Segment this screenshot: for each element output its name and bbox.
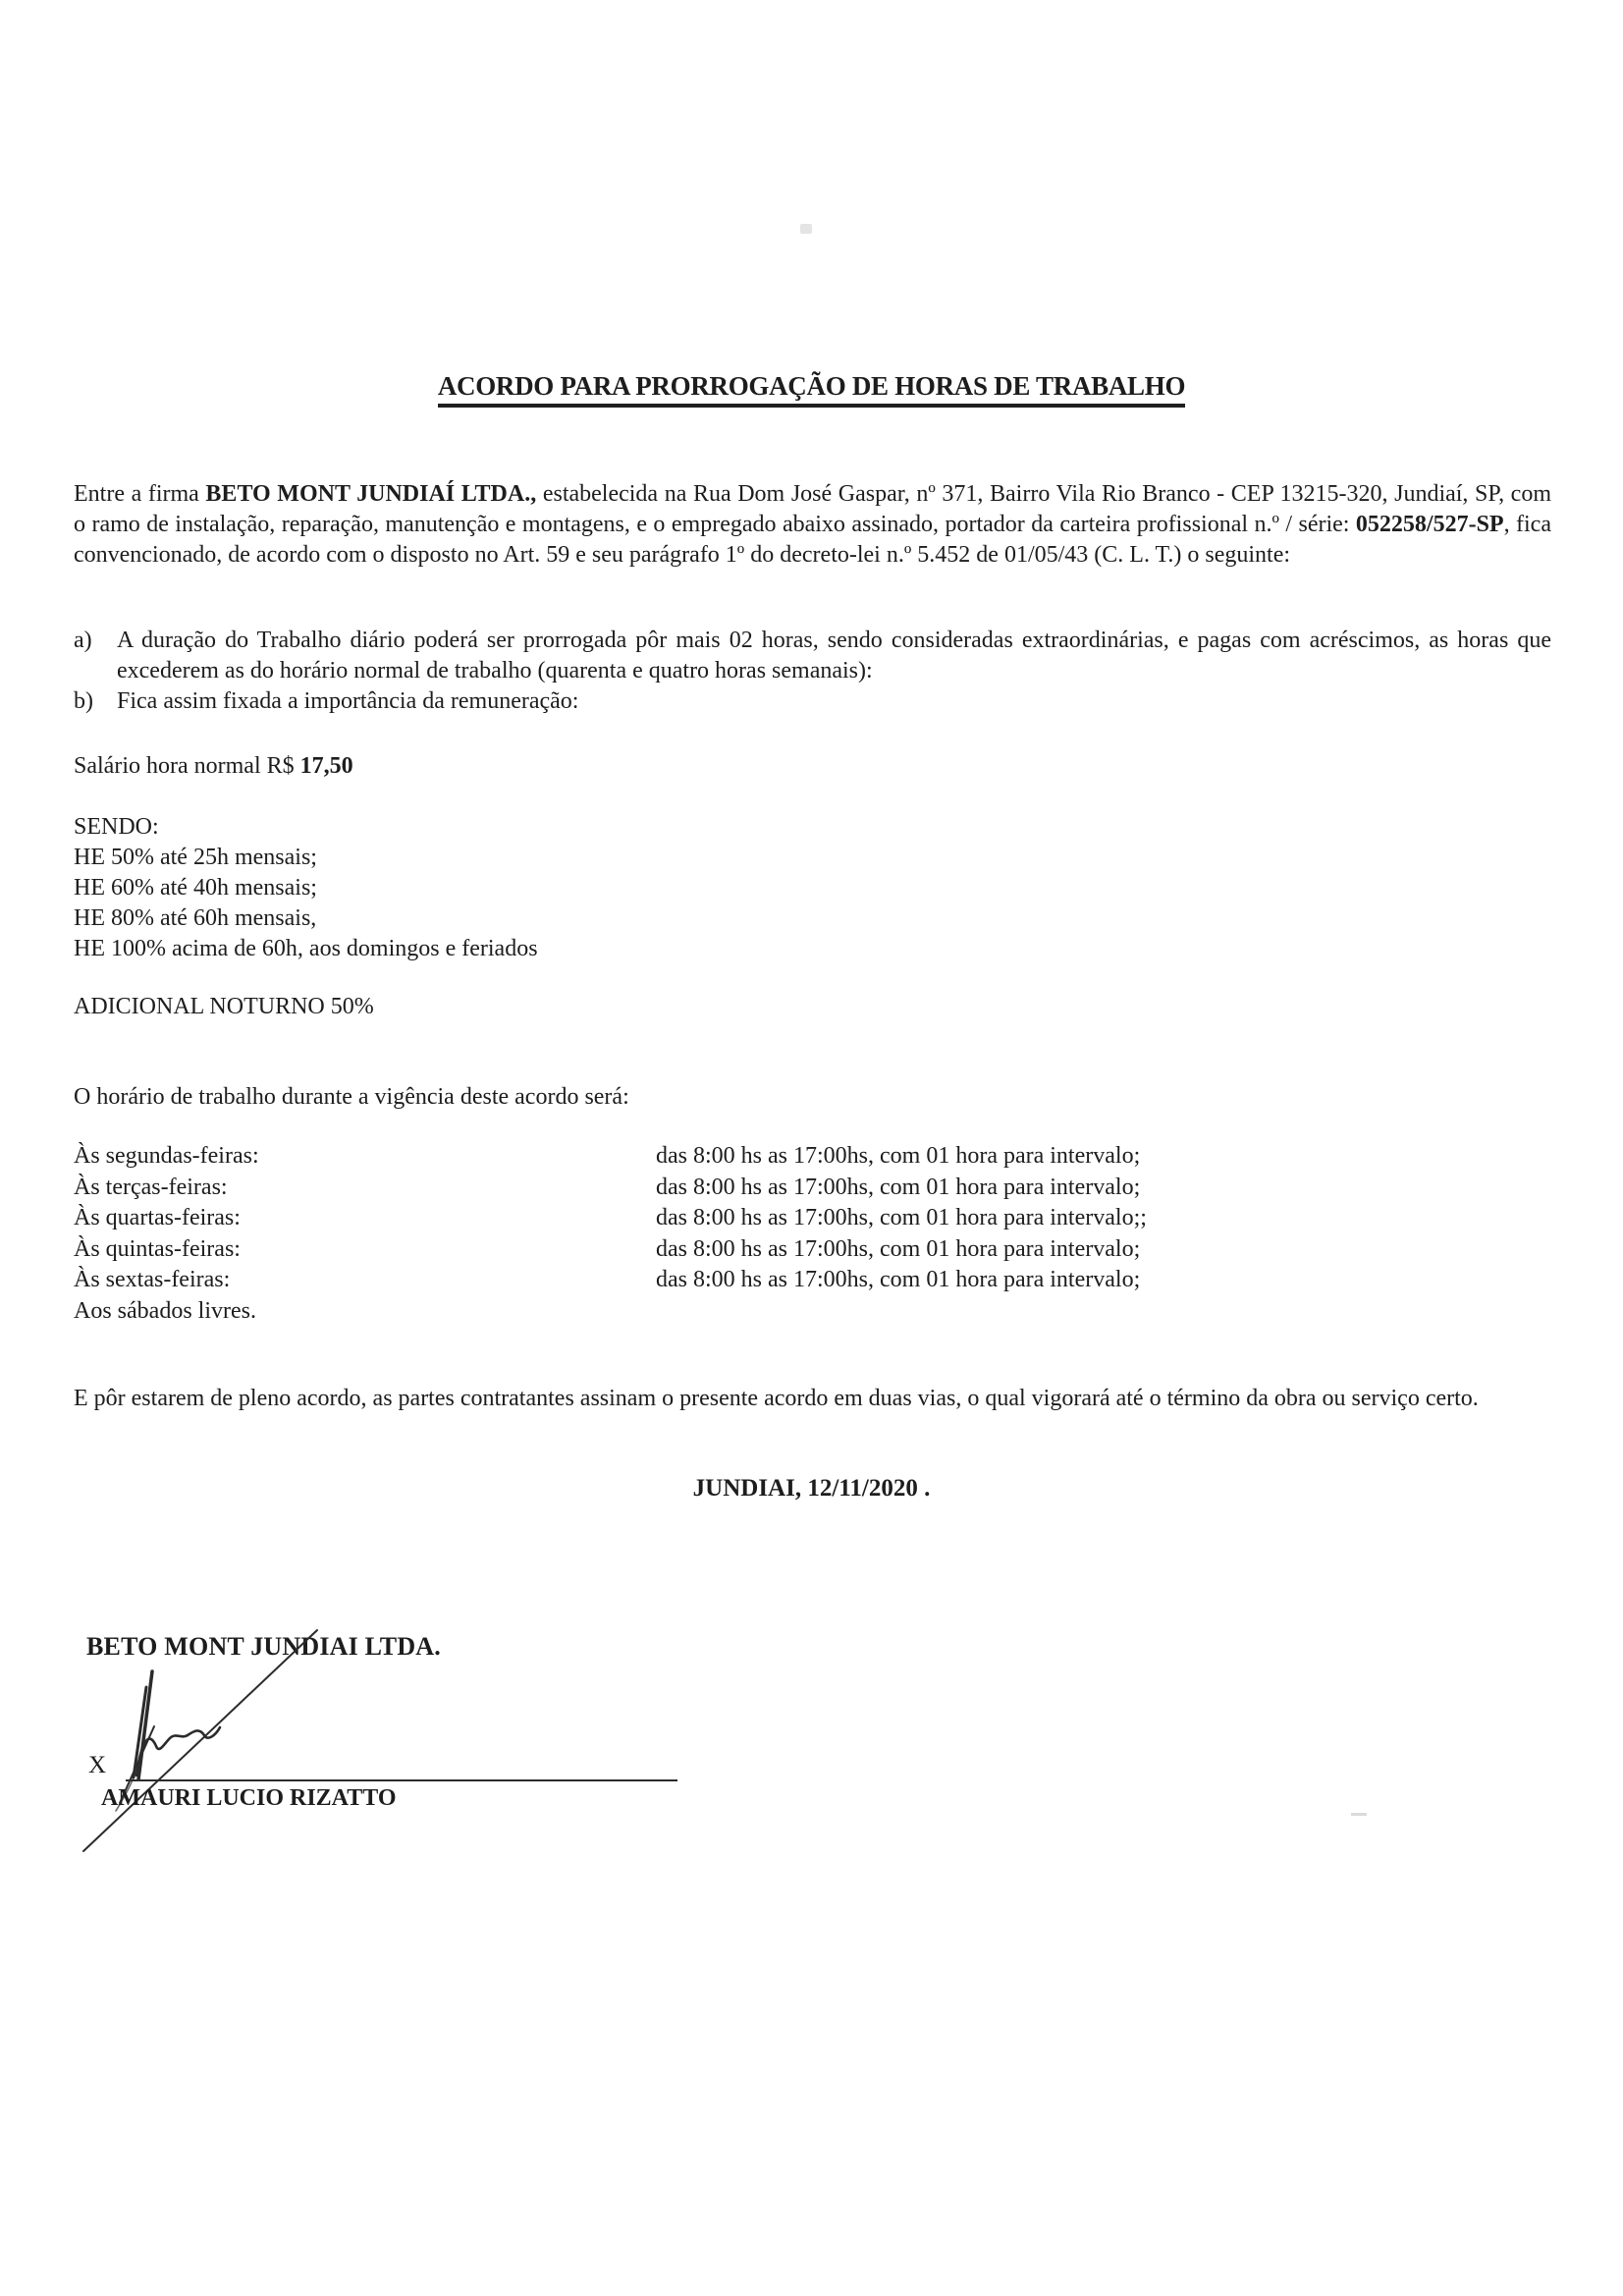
schedule-hours: das 8:00 hs as 17:00hs, com 01 hora para intervalo; — [656, 1143, 1141, 1169]
schedule-day: Às sextas-feiras: — [74, 1267, 231, 1292]
schedule-row-monday — [74, 1141, 1551, 1173]
clause-b-marker: b) — [74, 688, 93, 714]
schedule-intro: O horário de trabalho durante a vigência deste acordo será: — [74, 1084, 629, 1110]
closing-paragraph: E pôr estarem de pleno acordo, as partes contratantes assinam o presente acordo em duas vias, o qual vigorará até o término da obra ou serviço certo. — [74, 1386, 1479, 1411]
signature-company-name: BETO MONT JUNDIAI LTDA. — [86, 1632, 441, 1661]
signature-x-mark: X — [88, 1752, 107, 1778]
intro-company-name: BETO MONT JUNDIAÍ LTDA., — [205, 481, 537, 507]
salary-value: 17,50 — [299, 753, 353, 779]
date-line: JUNDIAI, 12/11/2020 . — [692, 1475, 931, 1502]
signature-mark — [59, 1611, 452, 1895]
schedule-hours — [656, 1296, 1551, 1328]
clause-a — [74, 626, 1551, 686]
schedule-row-wednesday — [74, 1203, 1551, 1234]
schedule-day: Às quartas-feiras: — [74, 1205, 241, 1230]
document-title: ACORDO PARA PRORROGAÇÃO DE HORAS DE TRABALHO — [438, 371, 1185, 408]
overtime-rate-80: HE 80% até 60h mensais, — [74, 905, 317, 931]
schedule-row-thursday — [74, 1234, 1551, 1266]
clause-b — [74, 686, 1551, 717]
schedule-hours: das 8:00 hs as 17:00hs, com 01 hora para intervalo; — [656, 1267, 1141, 1292]
scan-artifact-bottom-right — [1351, 1813, 1367, 1816]
schedule-day: Aos sábados livres. — [74, 1297, 256, 1324]
schedule-hours: das 8:00 hs as 17:00hs, com 01 hora para intervalo;; — [656, 1205, 1147, 1230]
schedule-row-tuesday — [74, 1173, 1551, 1204]
schedule-day: Às terças-feiras: — [74, 1174, 228, 1200]
overtime-rate-50: HE 50% até 25h mensais; — [74, 845, 317, 870]
signature-line — [126, 1779, 677, 1781]
document-title-wrap — [0, 371, 1623, 408]
clause-b-text: Fica assim fixada a importância da remuneração: — [117, 688, 579, 714]
intro-mid2: , fica convencionado, de acordo com o disposto no Art. 59 e seu parágrafo 1º do decreto-lei n.º 5.452 de 01/05/43 (C. L. T.) o seguinte: — [74, 512, 1551, 568]
schedule-hours: das 8:00 hs as 17:00hs, com 01 hora para intervalo; — [656, 1235, 1141, 1262]
schedule-day: Às quintas-feiras: — [74, 1235, 241, 1262]
clause-a-marker: a) — [74, 628, 92, 653]
intro-mid1: estabelecida na Rua Dom José Gaspar, nº 371, Bairro Vila Rio Branco - CEP 13215-320, Jundiaí, SP, com o ramo de instalação, reparação, manutenção e montagens, e o empregado abaixo assinado, portador da carteira profissional n.º / série: — [74, 481, 1551, 537]
schedule-hours: das 8:00 hs as 17:00hs, com 01 hora para intervalo; — [656, 1174, 1141, 1200]
intro-pre: Entre a firma — [74, 481, 206, 507]
clause-a-text: A duração do Trabalho diário poderá ser prorrogada pôr mais 02 horas, sendo consideradas extraordinárias, e pagas com acréscimos, as horas que excederem as do horário normal de trabalho (quarenta e quatro horas semanais): — [117, 628, 1551, 683]
clause-list — [74, 626, 1551, 717]
schedule-row-saturday — [74, 1296, 1551, 1328]
salary-label: Salário hora normal R$ — [74, 753, 300, 779]
overtime-rate-100: HE 100% acima de 60h, aos domingos e feriados — [74, 936, 538, 961]
overtime-rate-60: HE 60% até 40h mensais; — [74, 875, 317, 901]
intro-series-number: 052258/527-SP — [1355, 512, 1504, 537]
schedule-row-friday — [74, 1265, 1551, 1296]
schedule-table — [74, 1141, 1551, 1327]
night-shift-line: ADICIONAL NOTURNO 50% — [74, 994, 374, 1019]
salary-line — [74, 753, 353, 780]
schedule-day: Às segundas-feiras: — [74, 1143, 259, 1169]
signatory-name: AMAURI LUCIO RIZATTO — [101, 1785, 397, 1811]
scan-artifact-top — [800, 224, 812, 234]
intro-paragraph — [74, 479, 1551, 571]
overtime-block — [74, 812, 538, 964]
overtime-heading: SENDO: — [74, 814, 159, 840]
